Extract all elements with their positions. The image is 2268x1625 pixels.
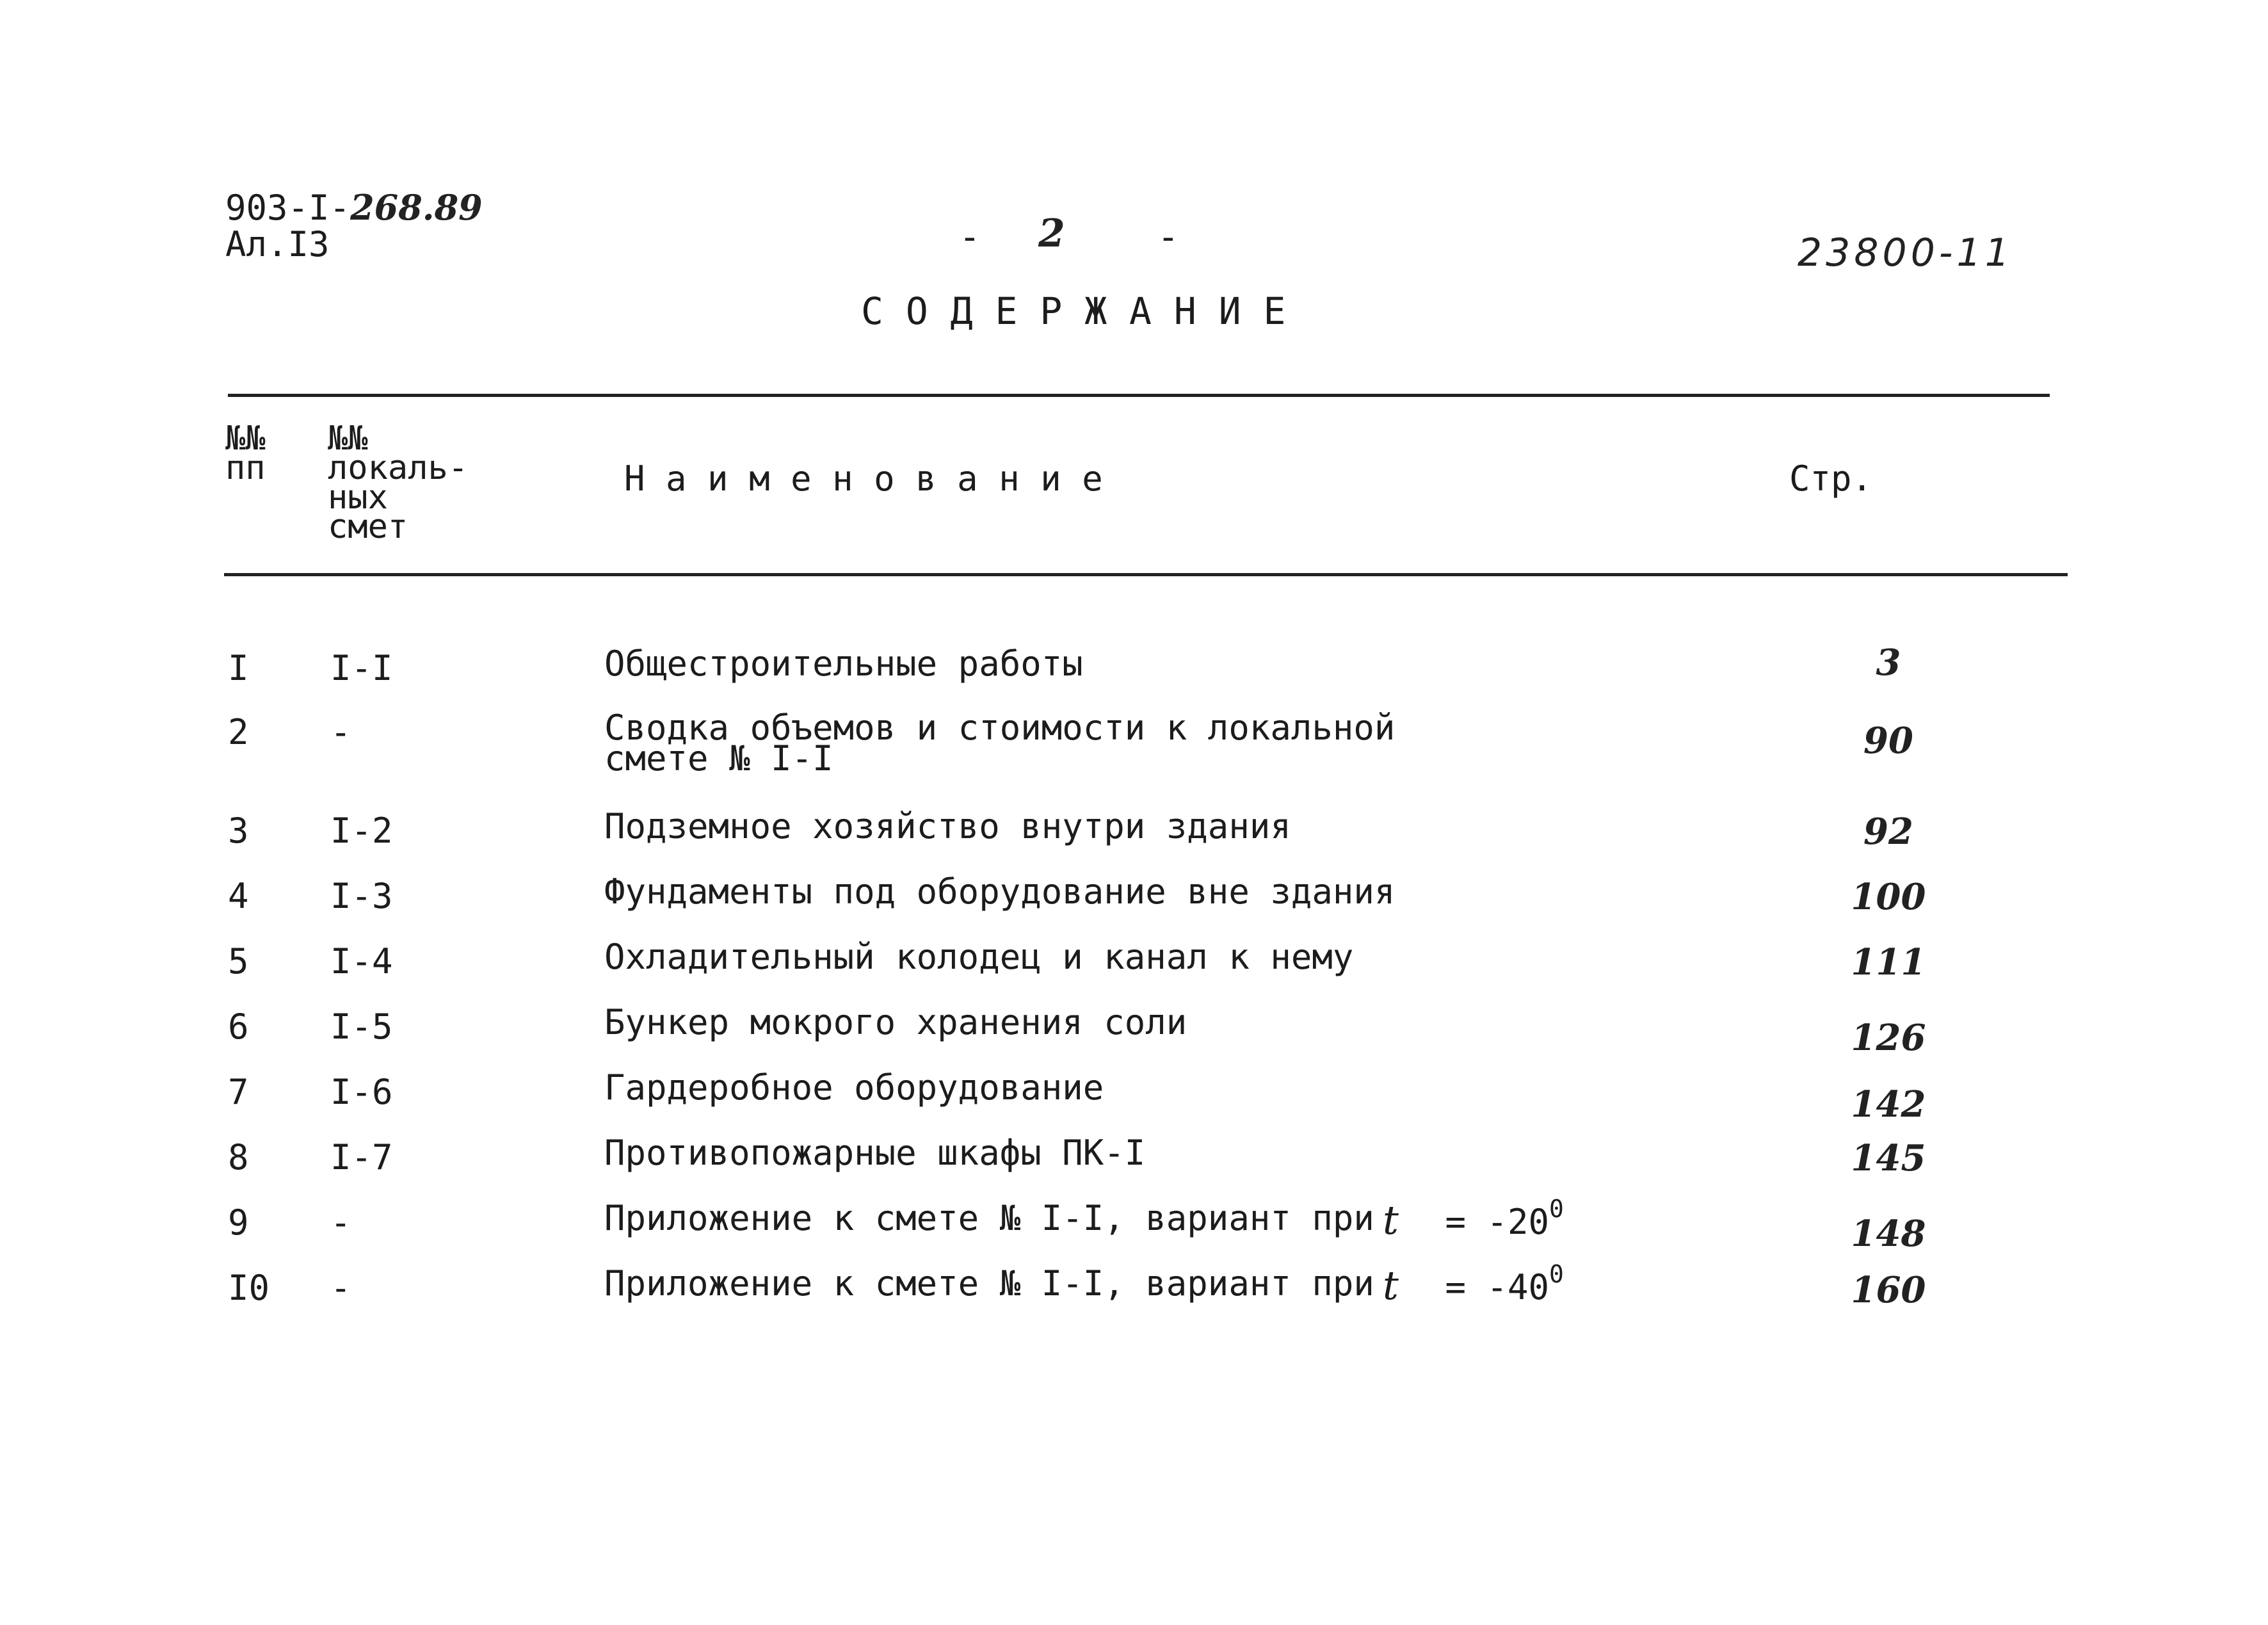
row-page: 90 <box>1863 720 1913 762</box>
row-page: 100 <box>1851 876 1926 918</box>
row-page: 111 <box>1851 941 1926 983</box>
row-number: 7 <box>228 1072 249 1112</box>
document-code-handwritten: 268.89 <box>350 187 483 228</box>
row-page: 148 <box>1851 1213 1926 1255</box>
row-local-estimate: I-5 <box>330 1007 393 1047</box>
row-title: Противопожарные шкафы ПК-I <box>604 1133 1146 1173</box>
table-row <box>0 707 2268 802</box>
row-title-line: Сводка объемов и стоимости к локальной <box>604 707 1395 748</box>
row-page: 142 <box>1851 1083 1926 1126</box>
table-row <box>0 1133 2268 1201</box>
row-page: 126 <box>1851 1017 1926 1059</box>
page-title: С О Д Е Р Ж А Н И Е <box>861 289 1286 333</box>
row-title-line: смете № I-I <box>604 738 833 779</box>
table-row <box>0 871 2268 940</box>
row-title <box>604 707 1395 779</box>
header-col-page: Стр. <box>1789 458 1873 499</box>
row-local-estimate: - <box>330 1202 351 1243</box>
table-top-rule <box>228 394 2050 397</box>
table-row <box>0 1260 2268 1332</box>
row-local-estimate: I-4 <box>330 941 393 982</box>
table-row <box>0 937 2268 1005</box>
row-title: Бункер мокрого хранения соли <box>604 1002 1187 1042</box>
row-local-estimate: I-I <box>330 648 393 688</box>
row-number: 3 <box>228 811 249 851</box>
row-local-estimate: I-3 <box>330 876 393 916</box>
row-title: Гардеробное оборудование <box>604 1067 1104 1108</box>
header-col-name: Н а и м е н о в а н и е <box>624 458 1103 499</box>
table-row <box>0 1002 2268 1071</box>
row-title: Приложение к смете № I-I, вариант при <box>604 1198 1374 1238</box>
row-page: 160 <box>1851 1269 1926 1311</box>
header-col-num-line: №№ <box>225 419 266 458</box>
row-number: 9 <box>228 1202 249 1243</box>
row-title: Приложение к смете № I-I, вариант при <box>604 1263 1374 1304</box>
table-header-rule <box>224 573 2068 576</box>
row-local-estimate: I-2 <box>330 811 393 851</box>
row-local-estimate: I-7 <box>330 1137 393 1177</box>
row-number: 2 <box>228 712 249 752</box>
degree-sign: 0 <box>1549 1260 1564 1288</box>
row-number: 8 <box>228 1137 249 1177</box>
header-col-num <box>225 419 266 487</box>
row-number: 4 <box>228 876 249 916</box>
row-number: 6 <box>228 1007 249 1047</box>
temperature-value: = -20 <box>1445 1202 1549 1242</box>
row-title: Подземное хозяйство внутри здания <box>604 806 1291 846</box>
header-col-num-line: пп <box>225 449 266 487</box>
row-page: 145 <box>1851 1137 1926 1179</box>
table-row <box>0 1195 2268 1266</box>
header-col-local-line: смет <box>328 508 408 546</box>
row-local-estimate: - <box>330 712 351 752</box>
row-local-estimate: I-6 <box>330 1072 393 1112</box>
table-row <box>0 642 2268 712</box>
row-number: I <box>228 648 249 688</box>
row-number: 5 <box>228 941 249 982</box>
temperature-note <box>1383 1260 1564 1309</box>
row-title: Фундаменты под оборудование вне здания <box>604 871 1395 912</box>
row-title: Общестроительные работы <box>604 643 1083 684</box>
document-code-printed: 903-I- <box>225 188 351 228</box>
header-col-local <box>328 419 469 546</box>
row-local-estimate: - <box>330 1268 351 1308</box>
table-row <box>0 806 2268 875</box>
temperature-note <box>1383 1195 1564 1243</box>
archive-number: 23800-11 <box>1798 230 2013 275</box>
page-number-prefix: - <box>959 216 981 258</box>
album-label: Ал.I3 <box>225 224 330 264</box>
header-col-local-line: локаль- <box>328 449 469 487</box>
table-row <box>0 1067 2268 1136</box>
temperature-symbol: t <box>1383 1197 1399 1243</box>
temperature-symbol: t <box>1383 1262 1399 1309</box>
document-code <box>225 187 483 228</box>
page-number-suffix: - <box>1157 216 1179 258</box>
row-page: 3 <box>1876 642 1901 684</box>
row-title: Охладительный колодец и канал к нему <box>604 937 1354 977</box>
page-number: 2 <box>1038 211 1065 256</box>
temperature-value: = -40 <box>1445 1267 1549 1307</box>
row-page: 92 <box>1863 811 1913 853</box>
header-col-local-line: №№ <box>328 419 368 458</box>
degree-sign: 0 <box>1549 1195 1564 1223</box>
header-col-local-line: ных <box>328 478 388 517</box>
row-number: I0 <box>228 1268 270 1308</box>
